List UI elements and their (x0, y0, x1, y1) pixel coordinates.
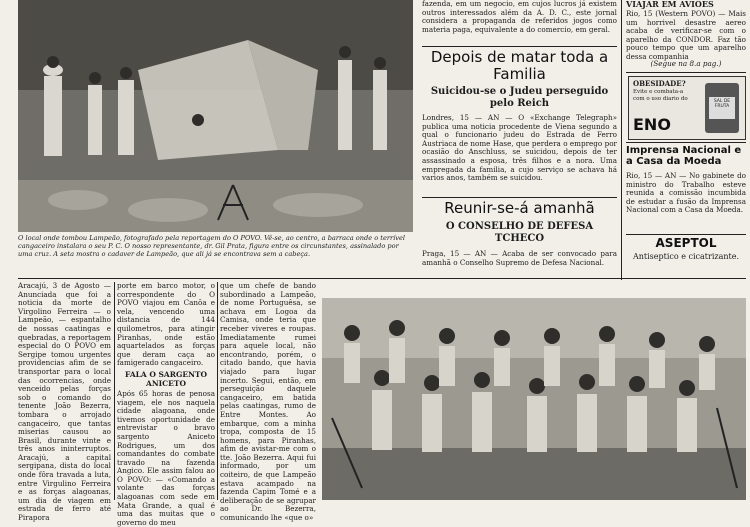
right-top-body: Rio, 15 (Western POVO) — Mais um horrivel desastre aereo acaba de verificar-se com o aparelho da CONDOR. Faz tão pouco tempo que um aparelho dessa companhia (626, 9, 746, 61)
eno-ad-line1: OBESIDADE? (633, 79, 686, 88)
eno-ad-product: SAL DE FRUTA (713, 99, 731, 109)
top-article-text: fazenda, em um negocio, em cujos lucros já existem outros interessados além da A. D. C., este jornal considera a propaganda de referidos jogos como materia paga, equivalente a do comercio, em geral. (422, 0, 617, 34)
imprensa-body: Rio, 15 — AN — No gabinete do ministro do Trabalho esteve reunida a comissão incumbida de estudar a fusão da Imprensa Nacional com a Casa da Moeda. (626, 171, 746, 215)
right-top-headline: VIAJAR EM AVIÕES (626, 0, 714, 9)
eno-advertisement (628, 76, 746, 140)
top-photo-caption: O local onde tombou Lampeão, fotografado pela reportagem do O POVO. Vê-se, ao centro, a barraca onde o terrível cangaceiro instalara o seu P. C. O nosso representante, dr. Gil Prata, figura entre os circunstantes, assinalado por uma cruz. A seta mostra o cadaver de Lampeão, que ali já se encontrava sem a cabeça. (18, 234, 406, 258)
column-1-text: Aracajú, 3 de Agosto — Anunciada que foi a noticia da morte de Virgolino Ferreira — o Lampeão, — espantalho de nossas caatingas e quebradas, a reportagem especial do O POVO em Sergipe tomou urgentes providencias afim de se transportar para o local das ocorrencias, onde venceido pelas forças sob o comando do tenente João Bezerra, tombara o arrojado cangaceiro, que tantas miserias causou ao Brasil, durante vinte e três anos ininterruptos. Aracajú, a capital sergipana, dista do local onde fôra travada a luta, entre Virgulino Ferreira e as forças alagoanas, um dia de viagem em estrada de ferro até Pirapora (18, 281, 111, 523)
column-2-text: porte em barco motor, o correspondente do O POVO viajou em Canôa e vela, vencendo uma distancia de 144 quilometros, para atingir Piranhas, onde estão aquartelados as forças que deram caça ao famigerado cangaceiro. (117, 281, 215, 368)
right-top-continued: (Segue na 8.a pag.) (650, 59, 722, 68)
reunir-subheadline: O CONSELHO DE DEFESA TCHECO (445, 221, 594, 244)
divider (626, 234, 746, 235)
section-rule (18, 278, 746, 279)
photo-scene (322, 298, 746, 500)
reunir-body: Praga, 15 — AN — Acaba de ser convocado para amanhã o Conselho Supremo de Defesa Nacional. (422, 249, 617, 267)
column-rule (114, 282, 115, 500)
familia-subheadline: Suicidou-se o Judeu perseguido pelo Reich (430, 86, 609, 109)
photo-scene (18, 0, 413, 232)
aseptol-text: Antiseptico e cicatrizante. (632, 252, 740, 261)
divider (422, 197, 617, 198)
column-3-text: que um chefe de bando subordinado a Lampeão, de nome Portuguêsa, se achava em Logoa da Camisa, onde teria que receber viveres e roupas. Imediatamente rumei para aquele local, não encontrando, porém, o citado bando, que havia viajado para lugar incerto. Segui, então, em perseguição daquele cangaceiro, em batida pelas caatingas, rumo de Entre Montes. Ao embarque, com a minha tropa, composta de 15 homens, para Piranhas, afim de avistar-me com o tte. João Bezerra. Aqui fui informado, por um coiteiro, de que Lampeão estava acampado na fazenda Capim Tomé e a deliberação de se agrupar ao Dr. Bezerra, comunicando lhe «que o» (220, 281, 316, 523)
divider (626, 72, 746, 73)
column-rule (621, 0, 622, 280)
eno-bottle-icon (705, 83, 739, 133)
column-2-subhead: FALA O SARGENTO ANICETO (124, 369, 208, 388)
lampeao-site-photo (18, 0, 413, 232)
soldiers-group-photo (322, 298, 746, 500)
divider (422, 46, 617, 47)
imprensa-headline: Imprensa Nacional e a Casa da Moeda (626, 145, 742, 167)
divider (626, 142, 746, 143)
column-2 (117, 281, 215, 527)
eno-ad-line2: Evite e combata-a com o uso diario do (633, 89, 688, 102)
eno-ad-brand: ENO (633, 115, 671, 134)
familia-body: Londres, 15 — AN — O «Exchange Telegraph» publica uma noticia procedente de Viena segundo a qual o funcionario judeu do Estrada de Ferro Austriaca de nome Hase, que perdera o emprego por ocasião do Anschluss, se suicidou, depois de ter assassinado a esposa, três filhos e a nora. Uma empregada da familia, a cujo serviço se achava há varios anos, também se suicidou. (422, 113, 617, 183)
aseptol-brand: ASEPTOL (655, 236, 717, 250)
familia-headline: Depois de matar toda a Familia (430, 48, 609, 83)
column-2-text2: Após 65 horas de penosa viagem, ele nos naquela cidade alagoana, onde tivemos oportunidade de entrevistar o bravo sargento Aniceto Rodrigues, um dos comandantes do combate travado na fazenda Angico. Ele assim falou ao O POVO: — «Comando a volante das forças alagoanas com sede em Mata Grande, a qual é uma das muitas que o governo do meu (117, 388, 215, 527)
reunir-headline: Reunir-se-á amanhã (444, 199, 595, 217)
column-rule (217, 282, 218, 500)
